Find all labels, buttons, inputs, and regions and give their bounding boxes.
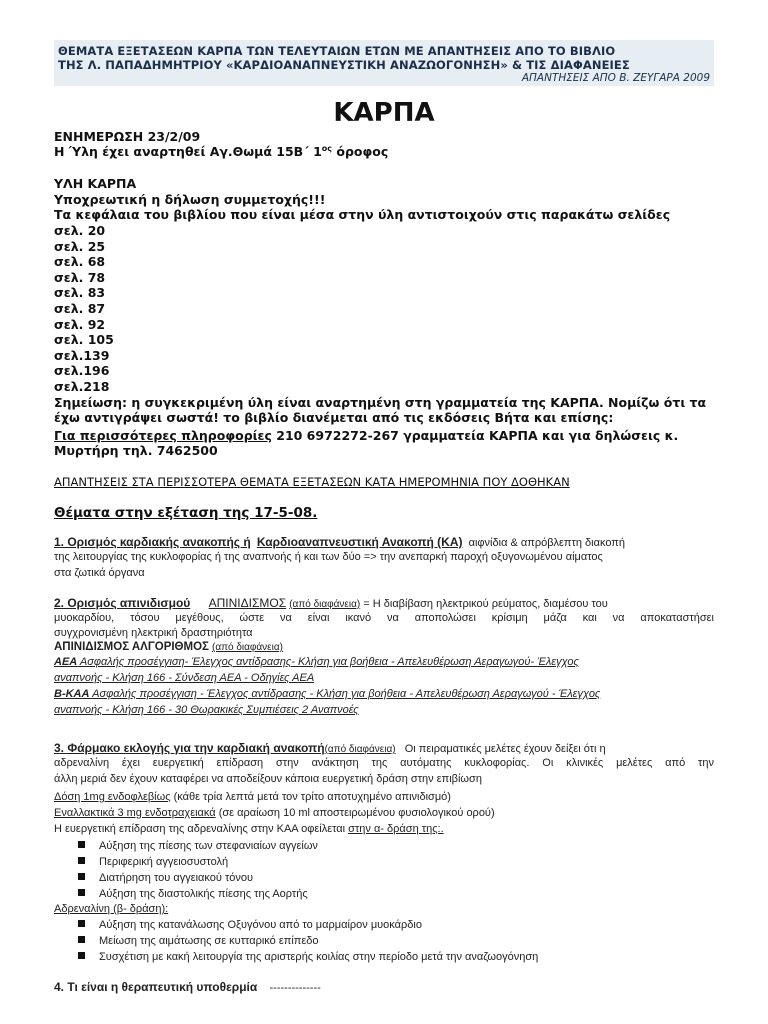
list-item: Περιφερική αγγειοσυστολή xyxy=(78,856,228,868)
q3-dose: Δόση 1mg ενδοφλεβίως (κάθε τρία λεπτά μετά τον τρίτο αποτυχημένο απινιδισμό) xyxy=(54,791,451,803)
update-location: Η Ύλη έχει αναρτηθεί Αγ.Θωμά 15Β΄ $1^{o\varsigma}$ όροφος xyxy=(54,144,389,160)
q2-term: ΑΠΙΝΙΔΙΣΜΟΣ xyxy=(208,596,287,610)
page-ref: σελ. 68 xyxy=(54,254,106,269)
page-ref: σελ. 78 xyxy=(54,270,106,285)
aea-line-1: ΑΕΑ Ασφαλής προσέγγιση- Έλεγχος αντίδρασης- Κλήση για βοήθεια - Απελευθέρωση Αεραγωγού- Έλεγχος xyxy=(54,656,579,668)
list-item: Μείωση της αιμάτωσης σε κυτταρικό επίπεδο xyxy=(78,935,319,947)
list-item: Αύξηση της πίεσης των στεφανιαίων αγγείων xyxy=(78,840,318,852)
q3-line-2: αδρεναλίνη έχει ευεργετική επίδραση στην ανάκτηση της αυτόματης κυκλοφορίας. Οι κλινικές μελέτες από την xyxy=(54,757,714,769)
q2-line-3: συγχρονισμένη ηλεκτρική δραστηριότητα xyxy=(54,627,253,639)
page-ref: σελ. 83 xyxy=(54,285,106,300)
q1-line-1: 1. Ορισμός καρδιακής ανακοπής ή Καρδιοαναπνευστική Ανακοπή (ΚΑ) αιφνίδια & απρόβλεπτη διακοπή xyxy=(54,535,626,549)
exam-heading: Θέματα στην εξέταση της 17-5-08. xyxy=(54,505,318,521)
list-item: Αύξηση της κατανάλωσης Οξυγόνου από το μαρμαίρον μυοκάρδιο xyxy=(78,919,422,931)
q3-beta-heading: Αδρεναλίνη (β- δράση): xyxy=(54,903,169,915)
bullet-icon xyxy=(78,920,85,927)
header-line-1: ΘΕΜΑΤΑ ΕΞΕΤΑΣΕΩΝ ΚΑΡΠΑ ΤΩΝ ΤΕΛΕΥΤΑΙΩΝ ΕΤΩΝ ΜΕ ΑΠΑΝΤΗΣΕΙΣ ΑΠΟ ΤΟ ΒΙΒΛΙΟ xyxy=(58,44,616,58)
bullet-icon xyxy=(78,873,85,880)
syllabus-mandatory: Υποχρεωτική η δήλωση συμμετοχής!!! xyxy=(54,192,326,207)
page-ref: σελ. 105 xyxy=(54,332,114,347)
q4-label: 4. Τι είναι η θεραπευτική υποθερμία xyxy=(54,980,258,994)
q2-label: 2. Ορισμός απινιδισμού xyxy=(54,596,191,610)
answers-heading: ΑΠΑΝΤΗΣΕΙΣ ΣΤΑ ΠΕΡΙΣΣΟΤΕΡΑ ΘΕΜΑΤΑ ΕΞΕΤΑΣΕΩΝ ΚΑΤΑ ΗΜΕΡΟΜΗΝΙΑ ΠΟΥ ΔΟΘΗΚΑΝ xyxy=(54,475,570,489)
q3-line-1: 3. Φάρμακο εκλογής για την καρδιακή ανακοπή(από διαφάνεια) Οι πειραματικές μελέτες έχουν δείξει ότι η xyxy=(54,741,606,755)
syllabus-heading: ΥΛΗ ΚΑΡΠΑ xyxy=(54,176,137,191)
page-ref: σελ.139 xyxy=(54,348,110,363)
header-credit: ΑΠΑΝΤΗΣΕΙΣ ΑΠΟ Β. ΖΕΥΓΑΡΑ 2009 xyxy=(521,72,710,84)
page-ref: σελ.196 xyxy=(54,363,110,378)
aea-line-2: αναπνοής - Κλήση 166 - Σύνδεση ΑΕΑ - Οδηγίες ΑΕΑ xyxy=(54,672,315,684)
info-line: Για περισσότερες πληροφορίες 210 6972272-267 γραμματεία ΚΑΡΠΑ και για δηλώσεις κ. xyxy=(54,428,679,443)
q3-label: 3. Φάρμακο εκλογής για την καρδιακή ανακοπή xyxy=(54,741,325,755)
q1-label: 1. Ορισμός καρδιακής ανακοπής ή xyxy=(54,535,251,549)
bkaa-line-1: Β-ΚΑΑ Ασφαλής προσέγγιση - Έλεγχος αντίδρασης - Κλήση για βοήθεια - Απελευθέρωση Αεραγωγού - Έλεγχος xyxy=(54,688,601,700)
page-ref: σελ.218 xyxy=(54,379,110,394)
bullet-icon xyxy=(78,936,85,943)
page-title: ΚΑΡΠΑ xyxy=(333,98,435,128)
q4-line: 4. Τι είναι η θεραπευτική υποθερμία -------------- xyxy=(54,980,321,994)
bullet-icon xyxy=(78,857,85,864)
q3-effect: Η ευεργετική επίδραση της αδρεναλίνης στην ΚΑΑ οφείλεται στην α- δράση της:. xyxy=(54,823,444,835)
note-line-1: Σημείωση: η συγκεκριμένη ύλη είναι αναρτημένη στη γραμματεία της ΚΑΡΠΑ. Νομίζω ότι τα xyxy=(54,395,707,410)
update-date: ΕΝΗΜΕΡΩΣΗ 23/2/09 xyxy=(54,129,201,144)
q2-line-2: μυοκαρδίου, τόσου μεγέθους, ώστε να είναι ικανό να αποπολώσει κρίσιμη μάζα και να αποκαταστήσει xyxy=(54,612,714,624)
header-line-2: ΤΗΣ Λ. ΠΑΠΑΔΗΜΗΤΡΙΟΥ «ΚΑΡΔΙΟΑΝΑΠΝΕΥΣΤΙΚΗ ΑΝΑΖΩΟΓΟΝΗΣΗ» & ΤΙΣ ΔΙΑΦΑΝΕΙΕΣ xyxy=(58,58,630,72)
page-ref: σελ. 20 xyxy=(54,223,106,238)
list-item: Διατήρηση του αγγειακού τόνου xyxy=(78,872,253,884)
q1-term: Καρδιοαναπνευστική Ανακοπή (ΚΑ) xyxy=(256,535,463,549)
info-link[interactable]: Για περισσότερες πληροφορίες xyxy=(54,428,272,443)
list-item: Αύξηση της διαστολικής πίεσης της Αορτής xyxy=(78,888,308,900)
note-line-2: έχω αντιγράψει σωστά! το βιβλίο διανέμεται από τις εκδόσεις Βήτα και επίσης: xyxy=(54,410,614,425)
q3-alt-dose: Εναλλακτικά 3 mg ενδοτραχειακά (σε αραίωση 10 ml αποστειρωμένου φυσιολογικού ορού) xyxy=(54,807,495,819)
page-ref: σελ. 25 xyxy=(54,239,106,254)
q2-line-1: 2. Ορισμός απινιδισμού ΑΠΙΝΙΔΙΣΜΟΣ (από διαφάνεια) = Η διαβίβαση ηλεκτρικού ρεύματος, διαμέσου του xyxy=(54,596,608,610)
q2-algorithm: ΑΠΙΝΙΔΙΣΜΟΣ ΑΛΓΟΡΙΘΜΟΣ (από διαφάνεια) xyxy=(54,641,283,653)
page-ref: σελ. 92 xyxy=(54,317,106,332)
page-ref: σελ. 87 xyxy=(54,301,106,316)
q3-line-3: άλλη μεριά δεν έχουν καταφέρει να αποδείξουν κάποια ευεργετική δράση στην επιβίωση xyxy=(54,773,482,785)
bullet-icon xyxy=(78,889,85,896)
syllabus-intro: Τα κεφάλαια του βιβλίου που είναι μέσα στην ύλη αντιστοιχούν στις παρακάτω σελίδες xyxy=(54,207,671,222)
bkaa-line-2: αναπνοής - Κλήση 166 - 30 Θωρακικές Συμπιέσεις 2 Αναπνοές xyxy=(54,704,359,716)
q1-line-3: στα ζωτικά όργανα xyxy=(54,567,145,579)
list-item: Συσχέτιση με κακή λειτουργία της αριστερής κοιλίας στην περίοδο μετά την αναζωογόνηση xyxy=(78,951,538,963)
bullet-icon xyxy=(78,841,85,848)
q1-line-2: της λειτουργίας της κυκλοφορίας ή της αναπνοής ή και των δύο => την ανεπαρκή παροχή οξυγονωμένου αίματος xyxy=(54,551,603,563)
contact-line: Μυρτήρη τηλ. 7462500 xyxy=(54,443,218,458)
bullet-icon xyxy=(78,952,85,959)
